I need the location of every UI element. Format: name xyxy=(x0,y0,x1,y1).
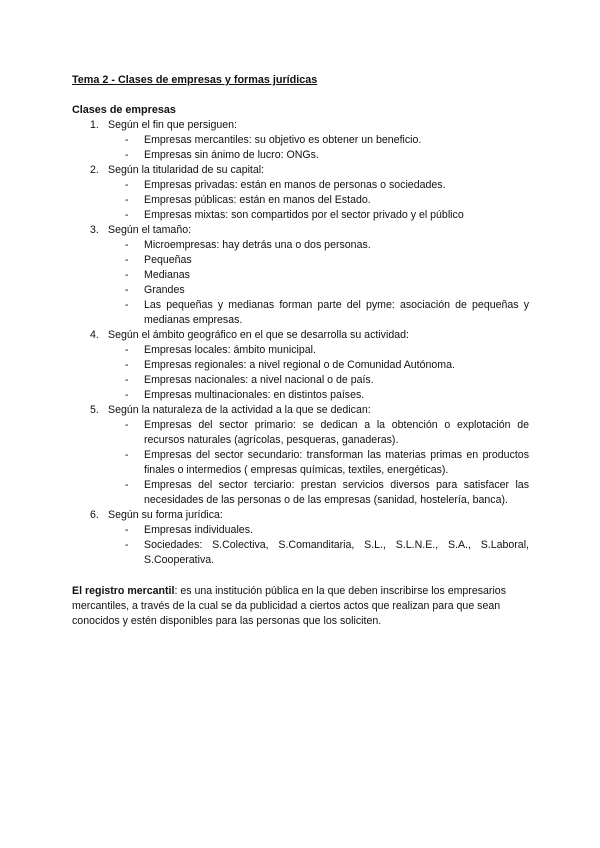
dash-bullet: - xyxy=(125,539,129,551)
document-title: Tema 2 - Clases de empresas y formas jurídicas xyxy=(72,74,318,86)
criterion-number: 1. xyxy=(90,119,99,131)
dash-bullet: - xyxy=(125,449,129,461)
criterion-label: Según el fin que persiguen: xyxy=(108,119,237,131)
criterion-item xyxy=(72,403,529,508)
criterion-sublist xyxy=(108,133,529,163)
criterion-number: 6. xyxy=(90,509,99,521)
dash-bullet: - xyxy=(125,359,129,371)
dash-bullet: - xyxy=(125,179,129,191)
list-item-text: Empresas del sector terciario: prestan servicios diversos para satisfacer las necesidades de las personas o de las empresas (sanidad, hostelería, banca). xyxy=(144,479,529,506)
dash-bullet: - xyxy=(125,254,129,266)
dash-bullet: - xyxy=(125,209,129,221)
list-item-text: Empresas del sector secundario: transforman las materias primas en productos finales o intermedios ( empresas químicas, textiles, energéticas). xyxy=(144,449,529,476)
criterion-sublist xyxy=(108,238,529,328)
criterion-item xyxy=(72,508,529,568)
criterion-sublist xyxy=(108,418,529,508)
list-item-text: Empresas individuales. xyxy=(144,524,253,536)
list-item-text: Empresas locales: ámbito municipal. xyxy=(144,344,316,356)
list-item-text: Pequeñas xyxy=(144,254,192,266)
list-item-text: Empresas públicas: están en manos del Estado. xyxy=(144,194,371,206)
criterion-item xyxy=(72,118,529,163)
list-item-text: Empresas sin ánimo de lucro: ONGs. xyxy=(144,149,319,161)
criterion-item xyxy=(72,163,529,223)
criteria-list xyxy=(72,118,529,568)
criterion-number: 4. xyxy=(90,329,99,341)
criterion-item xyxy=(72,223,529,328)
dash-bullet: - xyxy=(125,134,129,146)
dash-bullet: - xyxy=(125,389,129,401)
dash-bullet: - xyxy=(125,344,129,356)
list-item xyxy=(108,148,529,163)
list-item xyxy=(108,538,529,568)
criterion-number: 2. xyxy=(90,164,99,176)
list-item-text: Sociedades: S.Colectiva, S.Comanditaria, S.L., S.L.N.E., S.A., S.Laboral, S.Cooperativa. xyxy=(144,539,529,566)
dash-bullet: - xyxy=(125,299,129,311)
dash-bullet: - xyxy=(125,479,129,491)
criterion-sublist xyxy=(108,523,529,568)
criterion-sublist xyxy=(108,178,529,223)
criterion-number: 3. xyxy=(90,224,99,236)
registro-definition: : es una institución pública en la que deben inscribirse los empresarios mercantiles, a través de la cual se da publicidad a ciertos actos que realizan para que sean conocidos y estén disponibles para las personas que los soliciten. xyxy=(72,585,506,627)
list-item-text: Microempresas: hay detrás una o dos personas. xyxy=(144,239,371,251)
list-item-text: Grandes xyxy=(144,284,185,296)
list-item xyxy=(108,448,529,478)
list-item xyxy=(108,298,529,328)
list-item xyxy=(108,238,529,253)
criterion-label: Según la titularidad de su capital: xyxy=(108,164,265,176)
list-item-text: Las pequeñas y medianas forman parte del pyme: asociación de pequeñas y medianas empresas. xyxy=(144,299,529,326)
list-item xyxy=(108,478,529,508)
list-item xyxy=(108,193,529,208)
criterion-label: Según el tamaño: xyxy=(108,224,192,236)
list-item-text: Empresas multinacionales: en distintos países. xyxy=(144,389,365,401)
criterion-item xyxy=(72,328,529,403)
list-item-text: Empresas mixtas: son compartidos por el sector privado y el público xyxy=(144,209,464,221)
criterion-label: Según la naturaleza de la actividad a la que se dedican: xyxy=(108,404,371,416)
dash-bullet: - xyxy=(125,149,129,161)
dash-bullet: - xyxy=(125,194,129,206)
list-item xyxy=(108,268,529,283)
list-item xyxy=(108,133,529,148)
list-item xyxy=(108,208,529,223)
dash-bullet: - xyxy=(125,419,129,431)
list-item xyxy=(108,253,529,268)
dash-bullet: - xyxy=(125,284,129,296)
dash-bullet: - xyxy=(125,524,129,536)
list-item-text: Empresas del sector primario: se dedican a la obtención o explotación de recursos naturales (agrícolas, pesqueras, ganaderas). xyxy=(144,419,529,446)
list-item-text: Empresas privadas: están en manos de personas o sociedades. xyxy=(144,179,446,191)
dash-bullet: - xyxy=(125,239,129,251)
list-item xyxy=(108,358,529,373)
list-item xyxy=(108,523,529,538)
registro-paragraph xyxy=(72,584,529,629)
list-item-text: Medianas xyxy=(144,269,190,281)
document-body xyxy=(72,73,529,629)
dash-bullet: - xyxy=(125,269,129,281)
list-item xyxy=(108,283,529,298)
list-item-text: Empresas nacionales: a nivel nacional o de país. xyxy=(144,374,374,386)
criterion-label: Según el ámbito geográfico en el que se desarrolla su actividad: xyxy=(108,329,409,341)
list-item-text: Empresas regionales: a nivel regional o de Comunidad Autónoma. xyxy=(144,359,455,371)
list-item-text: Empresas mercantiles: su objetivo es obtener un beneficio. xyxy=(144,134,422,146)
list-item xyxy=(108,343,529,358)
list-item xyxy=(108,418,529,448)
criterion-number: 5. xyxy=(90,404,99,416)
list-item xyxy=(108,388,529,403)
registro-term: El registro mercantil xyxy=(72,585,175,597)
list-item xyxy=(108,178,529,193)
criterion-sublist xyxy=(108,343,529,403)
criterion-label: Según su forma jurídica: xyxy=(108,509,223,521)
dash-bullet: - xyxy=(125,374,129,386)
section-heading: Clases de empresas xyxy=(72,104,176,116)
list-item xyxy=(108,373,529,388)
